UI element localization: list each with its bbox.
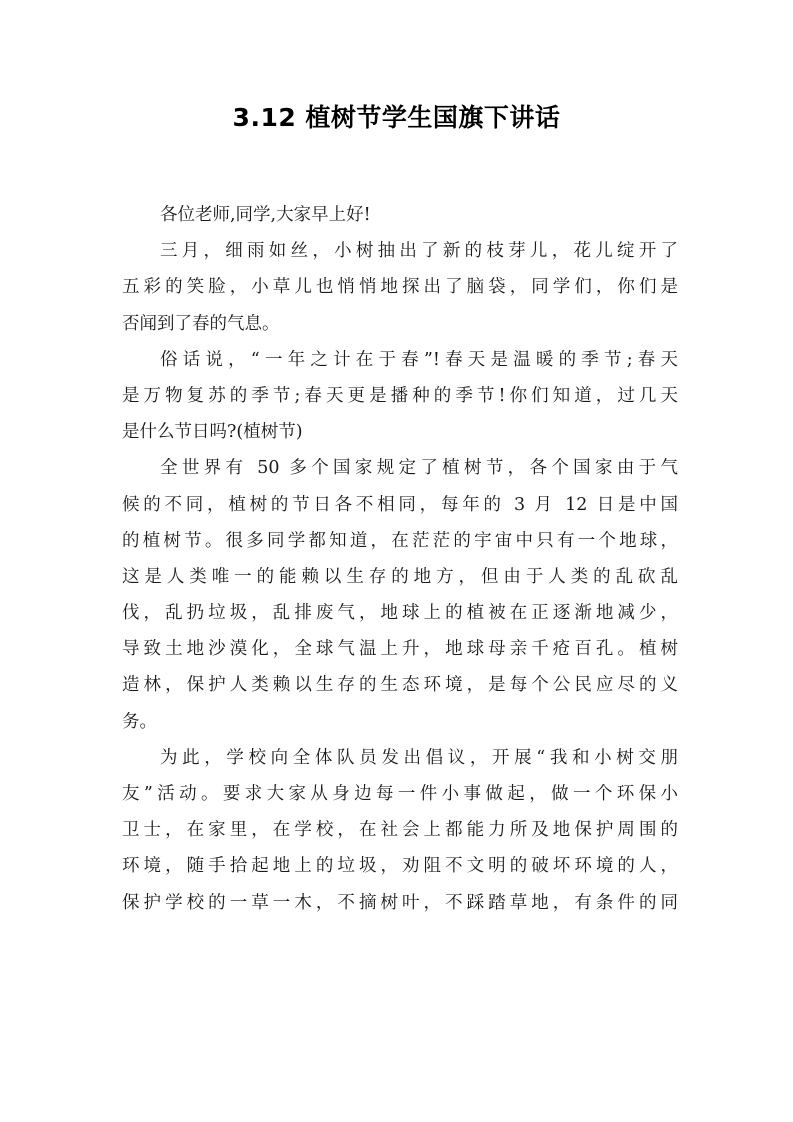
paragraph-greeting bbox=[122, 197, 678, 233]
text-line: 卫士，在家里，在学校，在社会上都能力所及地保护周围的 bbox=[122, 820, 678, 841]
text-line: 造林，保护人类赖以生存的生态环境，是每个公民应尽的义 bbox=[122, 675, 678, 696]
text-line: 友”活动。要求大家从身边每一件小事做起，做一个环保小 bbox=[122, 784, 678, 804]
text-line: 三月，细雨如丝，小树抽出了新的枝芽儿，花儿绽开了 bbox=[160, 241, 678, 262]
text-line: 环境，随手拾起地上的垃圾，劝阻不文明的破坏环境的人， bbox=[122, 856, 678, 877]
text-line: 俗话说，“一年之计在于春”!春天是温暖的季节;春天 bbox=[160, 349, 678, 370]
document-body bbox=[122, 197, 678, 921]
text-line: 为此，学校向全体队员发出倡议，开展“我和小树交朋 bbox=[160, 747, 678, 768]
text-line: 务。 bbox=[122, 711, 157, 732]
text-line: 导致土地沙漠化，全球气温上升，地球母亲千疮百孔。植树 bbox=[122, 639, 678, 660]
paragraph-spring-scene bbox=[122, 233, 678, 342]
text-line: 是什么节日吗?(植树节) bbox=[122, 422, 303, 443]
paragraph-initiative bbox=[122, 740, 678, 921]
text-line: 候的不同，植树的节日各不相同，每年的 3 月 12 日是中国 bbox=[122, 494, 678, 515]
text-line: 否闻到了春的气息。 bbox=[122, 313, 280, 334]
paragraph-arbor-day-facts bbox=[122, 450, 678, 740]
text-line: 五彩的笑脸，小草儿也悄悄地探出了脑袋，同学们，你们是 bbox=[122, 277, 678, 298]
text-line: 各位老师,同学,大家早上好! bbox=[160, 205, 371, 225]
text-line: 全世界有 50 多个国家规定了植树节，各个国家由于气 bbox=[160, 458, 678, 479]
document-title: 3.12 植树节学生国旗下讲话 bbox=[232, 103, 561, 132]
text-line: 伐，乱扔垃圾，乱排废气，地球上的植被在正逐渐地减少， bbox=[122, 603, 678, 624]
text-line: 是万物复苏的季节;春天更是播种的季节!你们知道，过几天 bbox=[122, 385, 678, 406]
paragraph-proverb bbox=[122, 342, 678, 451]
text-line: 这是人类唯一的能赖以生存的地方，但由于人类的乱砍乱 bbox=[122, 566, 678, 587]
text-line: 的植树节。很多同学都知道，在茫茫的宇宙中只有一个地球， bbox=[122, 530, 678, 551]
text-line: 保护学校的一草一木，不摘树叶，不踩踏草地，有条件的同 bbox=[122, 892, 678, 913]
